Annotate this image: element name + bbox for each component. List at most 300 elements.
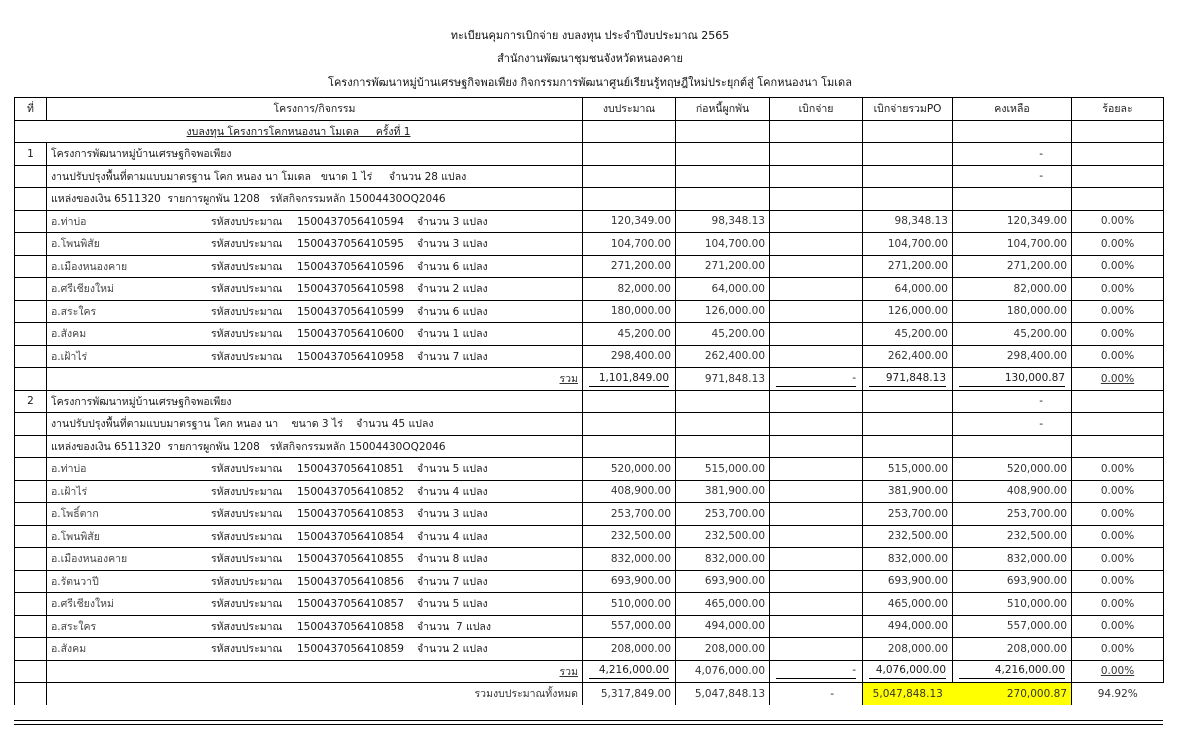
budget-value: 232,500.00 bbox=[583, 525, 676, 548]
budget-value: 557,000.00 bbox=[583, 615, 676, 638]
budget-code-label: รหัสงบประมาณ bbox=[211, 575, 283, 588]
subtotal-disbursed-text: - bbox=[776, 663, 856, 679]
remaining-value: 298,400.00 bbox=[953, 345, 1072, 368]
empty-cell bbox=[583, 435, 676, 458]
subtotal-label bbox=[47, 660, 583, 683]
document-title: ทะเบียนคุมการเบิกจ่าย งบลงทุน ประจำปีงบประมาณ 2565 bbox=[450, 29, 730, 42]
empty-cell bbox=[15, 615, 47, 638]
district-cell bbox=[47, 593, 583, 616]
empty-cell bbox=[583, 390, 676, 413]
budget-code: 1500437056410854 bbox=[297, 530, 404, 543]
col-header-commitment: ก่อหนี้ผูกพัน bbox=[676, 98, 770, 121]
district-cell bbox=[47, 300, 583, 323]
commitment-value: 494,000.00 bbox=[676, 615, 770, 638]
district-cell bbox=[47, 278, 583, 301]
budget-value: 45,200.00 bbox=[583, 323, 676, 346]
plot-count: จำนวน 8 แปลง bbox=[417, 553, 488, 566]
district-name: อ.ศรีเชียงใหม่ bbox=[51, 598, 114, 611]
disbursed-po-value: 693,900.00 bbox=[863, 570, 953, 593]
group-title: โครงการพัฒนาหมู่บ้านเศรษฐกิจพอเพียง bbox=[47, 143, 583, 166]
remaining-value: 520,000.00 bbox=[953, 458, 1072, 481]
remaining-value: 180,000.00 bbox=[953, 300, 1072, 323]
remaining-value: 557,000.00 bbox=[953, 615, 1072, 638]
percent-value: 0.00% bbox=[1072, 300, 1164, 323]
commitment-value: 381,900.00 bbox=[676, 480, 770, 503]
table-row bbox=[15, 233, 1164, 256]
district-cell bbox=[47, 525, 583, 548]
empty-cell bbox=[15, 278, 47, 301]
commitment-value: 515,000.00 bbox=[676, 458, 770, 481]
disbursed-value bbox=[770, 638, 863, 661]
empty-cell bbox=[15, 593, 47, 616]
plot-count: จำนวน 1 แปลง bbox=[417, 328, 488, 341]
disbursed-value bbox=[770, 615, 863, 638]
district-cell bbox=[47, 210, 583, 233]
disbursed-po-value: 832,000.00 bbox=[863, 548, 953, 571]
district-name: อ.เมืองหนองคาย bbox=[51, 553, 128, 566]
plot-count: จำนวน 7 แปลง bbox=[417, 350, 488, 363]
percent-value: 0.00% bbox=[1072, 233, 1164, 256]
budget-value: 104,700.00 bbox=[583, 233, 676, 256]
budget-code-label: รหัสงบประมาณ bbox=[211, 508, 283, 521]
table-row bbox=[15, 615, 1164, 638]
subtotal-disbursed bbox=[770, 660, 863, 683]
empty-cell bbox=[15, 548, 47, 571]
remaining-value: 82,000.00 bbox=[953, 278, 1072, 301]
percent-value: 0.00% bbox=[1072, 638, 1164, 661]
budget-code: 1500437056410594 bbox=[297, 215, 404, 228]
plot-count: จำนวน 5 แปลง bbox=[417, 598, 488, 611]
district-name: อ.โพนพิสัย bbox=[51, 530, 100, 543]
percent-value: 0.00% bbox=[1072, 615, 1164, 638]
district-cell bbox=[47, 570, 583, 593]
commitment-value: 45,200.00 bbox=[676, 323, 770, 346]
empty-cell bbox=[863, 165, 953, 188]
commitment-value: 832,000.00 bbox=[676, 548, 770, 571]
disbursed-po-value: 465,000.00 bbox=[863, 593, 953, 616]
subtotal-commitment: 971,848.13 bbox=[676, 368, 770, 391]
disbursed-value bbox=[770, 548, 863, 571]
grand-total-commitment: 5,047,848.13 bbox=[676, 683, 770, 705]
percent-value: 0.00% bbox=[1072, 570, 1164, 593]
budget-code-label: รหัสงบประมาณ bbox=[211, 643, 283, 656]
group-number: 1 bbox=[15, 143, 47, 166]
disbursed-po-value: 271,200.00 bbox=[863, 255, 953, 278]
col-header-disbursed-po: เบิกจ่ายรวมPO bbox=[863, 98, 953, 121]
project-name: โครงการพัฒนาหมู่บ้านเศรษฐกิจพอเพียง กิจกรรมการพัฒนาศูนย์เรียนรู้ทฤษฎีใหม่ประยุกต์สู่ โคกหนองนา โมเดล bbox=[328, 76, 852, 89]
subtotal-budget-text: 1,101,849.00 bbox=[589, 371, 669, 387]
budget-value: 120,349.00 bbox=[583, 210, 676, 233]
budget-code-label: รหัสงบประมาณ bbox=[211, 283, 283, 296]
subtotal-remaining bbox=[953, 368, 1072, 391]
subtotal-percent bbox=[1072, 660, 1164, 683]
disbursed-po-value: 208,000.00 bbox=[863, 638, 953, 661]
empty-cell bbox=[770, 435, 863, 458]
empty-cell bbox=[676, 188, 770, 211]
plot-count: จำนวน 6 แปลง bbox=[417, 305, 488, 318]
budget-value: 271,200.00 bbox=[583, 255, 676, 278]
empty-cell bbox=[583, 143, 676, 166]
plot-count: จำนวน 2 แปลง bbox=[417, 283, 488, 296]
empty-cell bbox=[15, 660, 47, 683]
district-name: อ.สังคม bbox=[51, 643, 87, 656]
subtotal-label bbox=[47, 368, 583, 391]
subtotal-percent-text: 0.00% bbox=[1100, 372, 1135, 385]
empty-cell bbox=[15, 480, 47, 503]
plot-count: จำนวน 3 แปลง bbox=[417, 238, 488, 251]
budget-value: 180,000.00 bbox=[583, 300, 676, 323]
percent-value: 0.00% bbox=[1072, 278, 1164, 301]
grand-total-disbursed: - bbox=[770, 683, 863, 705]
remaining-value: 120,349.00 bbox=[953, 210, 1072, 233]
empty-cell bbox=[15, 233, 47, 256]
empty-cell bbox=[15, 300, 47, 323]
commitment-value: 98,348.13 bbox=[676, 210, 770, 233]
empty-cell bbox=[15, 413, 47, 436]
work-description-row bbox=[15, 413, 1164, 436]
empty-cell bbox=[676, 413, 770, 436]
district-name: อ.รัตนวาปี bbox=[51, 575, 99, 588]
remaining-value: 832,000.00 bbox=[953, 548, 1072, 571]
funding-source-row bbox=[15, 435, 1164, 458]
empty-cell bbox=[1072, 188, 1164, 211]
empty-cell bbox=[953, 188, 1072, 211]
group-title: โครงการพัฒนาหมู่บ้านเศรษฐกิจพอเพียง bbox=[47, 390, 583, 413]
disbursement-register-table bbox=[14, 97, 1164, 705]
table-row bbox=[15, 323, 1164, 346]
budget-code: 1500437056410852 bbox=[297, 485, 404, 498]
district-cell bbox=[47, 345, 583, 368]
plot-count: จำนวน 5 แปลง bbox=[417, 463, 488, 476]
plot-count: จำนวน 2 แปลง bbox=[417, 643, 488, 656]
percent-value: 0.00% bbox=[1072, 345, 1164, 368]
district-cell bbox=[47, 255, 583, 278]
empty-cell bbox=[15, 683, 47, 705]
empty-cell bbox=[15, 165, 47, 188]
remaining-value: 408,900.00 bbox=[953, 480, 1072, 503]
commitment-value: 465,000.00 bbox=[676, 593, 770, 616]
district-name: อ.ศรีเชียงใหม่ bbox=[51, 283, 114, 296]
empty-cell bbox=[15, 188, 47, 211]
work-description: งานปรับปรุงพื้นที่ตามแบบมาตรฐาน โคก หนอง นา โมเดล ขนาด 1 ไร่ จำนวน 28 แปลง bbox=[47, 165, 583, 188]
empty-cell bbox=[15, 255, 47, 278]
work-description: งานปรับปรุงพื้นที่ตามแบบมาตรฐาน โคก หนอง นา ขนาด 3 ไร่ จำนวน 45 แปลง bbox=[47, 413, 583, 436]
district-cell bbox=[47, 458, 583, 481]
disbursed-value bbox=[770, 570, 863, 593]
budget-code: 1500437056410958 bbox=[297, 350, 404, 363]
table-row bbox=[15, 210, 1164, 233]
percent-value: 0.00% bbox=[1072, 255, 1164, 278]
table-row bbox=[15, 548, 1164, 571]
funding-source: แหล่งของเงิน 6511320 รายการผูกพัน 1208 รหัสกิจกรรมหลัก 15004430OQ2046 bbox=[47, 435, 583, 458]
grand-total-remaining: 270,000.87 bbox=[953, 683, 1072, 705]
district-name: อ.สระใคร bbox=[51, 305, 97, 318]
subtotal-budget-text: 4,216,000.00 bbox=[589, 663, 669, 679]
district-cell bbox=[47, 233, 583, 256]
empty-cell bbox=[15, 570, 47, 593]
empty-cell bbox=[15, 435, 47, 458]
district-cell bbox=[47, 323, 583, 346]
disbursed-value bbox=[770, 458, 863, 481]
table-row bbox=[15, 255, 1164, 278]
empty-cell bbox=[1072, 165, 1164, 188]
subtotal-row bbox=[15, 660, 1164, 683]
budget-code-label: รหัสงบประมาณ bbox=[211, 328, 283, 341]
district-name: อ.เมืองหนองคาย bbox=[51, 260, 128, 273]
commitment-value: 126,000.00 bbox=[676, 300, 770, 323]
funding-source: แหล่งของเงิน 6511320 รายการผูกพัน 1208 รหัสกิจกรรมหลัก 15004430OQ2046 bbox=[47, 188, 583, 211]
subtotal-budget bbox=[583, 660, 676, 683]
empty-cell bbox=[676, 143, 770, 166]
grand-total-disbursed-po: 5,047,848.13 bbox=[863, 683, 953, 705]
disbursed-value bbox=[770, 480, 863, 503]
work-description-row bbox=[15, 165, 1164, 188]
subtotal-remaining-text: 130,000.87 bbox=[959, 371, 1065, 387]
budget-code-label: รหัสงบประมาณ bbox=[211, 305, 283, 318]
budget-value: 510,000.00 bbox=[583, 593, 676, 616]
table-row bbox=[15, 638, 1164, 661]
subtotal-percent bbox=[1072, 368, 1164, 391]
budget-value: 408,900.00 bbox=[583, 480, 676, 503]
commitment-value: 271,200.00 bbox=[676, 255, 770, 278]
budget-code: 1500437056410856 bbox=[297, 575, 404, 588]
subtotal-row bbox=[15, 368, 1164, 391]
empty-cell bbox=[676, 435, 770, 458]
budget-code: 1500437056410595 bbox=[297, 238, 404, 251]
table-row bbox=[15, 345, 1164, 368]
disbursed-po-value: 262,400.00 bbox=[863, 345, 953, 368]
empty-cell bbox=[15, 210, 47, 233]
office-name: สำนักงานพัฒนาชุมชนจังหวัดหนองคาย bbox=[497, 52, 683, 65]
subtotal-budget bbox=[583, 368, 676, 391]
table-row bbox=[15, 480, 1164, 503]
empty-cell bbox=[676, 390, 770, 413]
budget-code-label: รหัสงบประมาณ bbox=[211, 215, 283, 228]
budget-code-label: รหัสงบประมาณ bbox=[211, 530, 283, 543]
budget-code: 1500437056410596 bbox=[297, 260, 404, 273]
empty-cell bbox=[770, 188, 863, 211]
table-row bbox=[15, 593, 1164, 616]
grand-total-percent: 94.92% bbox=[1072, 683, 1164, 705]
disbursed-value bbox=[770, 255, 863, 278]
disbursed-po-value: 98,348.13 bbox=[863, 210, 953, 233]
empty-cell bbox=[15, 323, 47, 346]
plot-count: จำนวน 3 แปลง bbox=[417, 508, 488, 521]
col-header-no: ที่ bbox=[15, 98, 47, 121]
district-name: อ.โพนพิสัย bbox=[51, 238, 100, 251]
budget-code: 1500437056410857 bbox=[297, 598, 404, 611]
disbursed-po-value: 515,000.00 bbox=[863, 458, 953, 481]
disbursed-po-value: 381,900.00 bbox=[863, 480, 953, 503]
percent-value: 0.00% bbox=[1072, 323, 1164, 346]
table-row bbox=[15, 458, 1164, 481]
empty-cell bbox=[1072, 143, 1164, 166]
empty-cell bbox=[770, 143, 863, 166]
budget-value: 82,000.00 bbox=[583, 278, 676, 301]
remaining-value: 253,700.00 bbox=[953, 503, 1072, 526]
remaining-value: 693,900.00 bbox=[953, 570, 1072, 593]
subtotal-disbursed-po bbox=[863, 660, 953, 683]
grand-total-row bbox=[15, 683, 1164, 705]
col-header-budget: งบประมาณ bbox=[583, 98, 676, 121]
empty-cell bbox=[583, 188, 676, 211]
empty-cell bbox=[1072, 413, 1164, 436]
subtotal-disbursed bbox=[770, 368, 863, 391]
funding-source-row bbox=[15, 188, 1164, 211]
col-header-project: โครงการ/กิจกรรม bbox=[47, 98, 583, 121]
empty-cell bbox=[15, 525, 47, 548]
disbursed-value bbox=[770, 345, 863, 368]
plot-count: จำนวน 6 แปลง bbox=[417, 260, 488, 273]
budget-code: 1500437056410858 bbox=[297, 620, 404, 633]
group-number: 2 bbox=[15, 390, 47, 413]
table-header-row bbox=[15, 98, 1164, 121]
budget-code-label: รหัสงบประมาณ bbox=[211, 620, 283, 633]
empty-cell bbox=[953, 435, 1072, 458]
subtotal-percent-text: 0.00% bbox=[1100, 665, 1135, 678]
empty-cell bbox=[1072, 390, 1164, 413]
budget-code-label: รหัสงบประมาณ bbox=[211, 553, 283, 566]
col-header-percent: ร้อยละ bbox=[1072, 98, 1164, 121]
district-name: อ.สระใคร bbox=[51, 620, 97, 633]
table-row bbox=[15, 570, 1164, 593]
district-cell bbox=[47, 503, 583, 526]
disbursed-po-value: 126,000.00 bbox=[863, 300, 953, 323]
commitment-value: 232,500.00 bbox=[676, 525, 770, 548]
percent-value: 0.00% bbox=[1072, 548, 1164, 571]
table-bottom-double-border bbox=[14, 720, 1163, 725]
empty-cell bbox=[863, 188, 953, 211]
district-name: อ.ท่าบ่อ bbox=[51, 215, 87, 228]
col-header-remaining: คงเหลือ bbox=[953, 98, 1072, 121]
percent-value: 0.00% bbox=[1072, 458, 1164, 481]
district-name: อ.โพธิ์ตาก bbox=[51, 508, 99, 521]
budget-code: 1500437056410598 bbox=[297, 283, 404, 296]
percent-value: 0.00% bbox=[1072, 503, 1164, 526]
table-row bbox=[15, 525, 1164, 548]
budget-code-label: รหัสงบประมาณ bbox=[211, 463, 283, 476]
empty-cell bbox=[15, 458, 47, 481]
grand-total-label: รวมงบประมาณทั้งหมด bbox=[47, 683, 583, 705]
remaining-value: 208,000.00 bbox=[953, 638, 1072, 661]
empty-cell bbox=[863, 435, 953, 458]
empty-cell bbox=[770, 165, 863, 188]
commitment-value: 262,400.00 bbox=[676, 345, 770, 368]
budget-code-label: รหัสงบประมาณ bbox=[211, 598, 283, 611]
empty-cell bbox=[1072, 435, 1164, 458]
budget-code: 1500437056410851 bbox=[297, 463, 404, 476]
empty-cell bbox=[863, 413, 953, 436]
empty-cell bbox=[863, 390, 953, 413]
percent-value: 0.00% bbox=[1072, 480, 1164, 503]
subtotal-disbursed-text: - bbox=[776, 371, 856, 387]
disbursed-po-value: 104,700.00 bbox=[863, 233, 953, 256]
empty-cell bbox=[583, 413, 676, 436]
plot-count: จำนวน 7 แปลง bbox=[417, 620, 491, 633]
subtotal-remaining-text: 4,216,000.00 bbox=[959, 663, 1065, 679]
plot-count: จำนวน 7 แปลง bbox=[417, 575, 488, 588]
disbursed-po-value: 253,700.00 bbox=[863, 503, 953, 526]
empty-cell bbox=[583, 165, 676, 188]
disbursed-value bbox=[770, 210, 863, 233]
work-remaining: - bbox=[953, 165, 1072, 188]
district-name: อ.ท่าบ่อ bbox=[51, 463, 87, 476]
budget-code-label: รหัสงบประมาณ bbox=[211, 485, 283, 498]
plot-count: จำนวน 4 แปลง bbox=[417, 530, 488, 543]
district-name: อ.เฝ้าไร่ bbox=[51, 485, 88, 498]
empty-cell bbox=[770, 413, 863, 436]
budget-value: 253,700.00 bbox=[583, 503, 676, 526]
subtotal-disbursed-po-text: 971,848.13 bbox=[869, 371, 946, 387]
empty-cell bbox=[15, 638, 47, 661]
budget-value: 208,000.00 bbox=[583, 638, 676, 661]
district-cell bbox=[47, 548, 583, 571]
district-name: อ.สังคม bbox=[51, 328, 87, 341]
section-heading-row bbox=[15, 120, 1164, 143]
disbursed-value bbox=[770, 525, 863, 548]
remaining-value: 510,000.00 bbox=[953, 593, 1072, 616]
group-remaining: - bbox=[953, 143, 1072, 166]
budget-code: 1500437056410855 bbox=[297, 553, 404, 566]
commitment-value: 64,000.00 bbox=[676, 278, 770, 301]
subtotal-label-text: รวม bbox=[559, 373, 578, 386]
budget-value: 832,000.00 bbox=[583, 548, 676, 571]
subtotal-remaining bbox=[953, 660, 1072, 683]
remaining-value: 232,500.00 bbox=[953, 525, 1072, 548]
table-row bbox=[15, 503, 1164, 526]
percent-value: 0.00% bbox=[1072, 210, 1164, 233]
disbursed-value bbox=[770, 503, 863, 526]
budget-code-label: รหัสงบประมาณ bbox=[211, 260, 283, 273]
group-remaining: - bbox=[953, 390, 1072, 413]
budget-code: 1500437056410600 bbox=[297, 328, 404, 341]
percent-value: 0.00% bbox=[1072, 525, 1164, 548]
budget-code-label: รหัสงบประมาณ bbox=[211, 238, 283, 251]
plot-count: จำนวน 4 แปลง bbox=[417, 485, 488, 498]
disbursed-po-value: 45,200.00 bbox=[863, 323, 953, 346]
project-group-row bbox=[15, 390, 1164, 413]
disbursed-po-value: 232,500.00 bbox=[863, 525, 953, 548]
empty-cell bbox=[770, 390, 863, 413]
subtotal-label-text: รวม bbox=[559, 665, 578, 678]
table-row bbox=[15, 278, 1164, 301]
commitment-value: 104,700.00 bbox=[676, 233, 770, 256]
district-cell bbox=[47, 638, 583, 661]
subtotal-disbursed-po bbox=[863, 368, 953, 391]
empty-cell bbox=[863, 143, 953, 166]
empty-cell bbox=[15, 368, 47, 391]
disbursed-value bbox=[770, 300, 863, 323]
disbursed-value bbox=[770, 233, 863, 256]
disbursed-po-value: 64,000.00 bbox=[863, 278, 953, 301]
budget-value: 520,000.00 bbox=[583, 458, 676, 481]
remaining-value: 104,700.00 bbox=[953, 233, 1072, 256]
budget-code-label: รหัสงบประมาณ bbox=[211, 350, 283, 363]
plot-count: จำนวน 3 แปลง bbox=[417, 215, 488, 228]
budget-value: 693,900.00 bbox=[583, 570, 676, 593]
col-header-disbursed: เบิกจ่าย bbox=[770, 98, 863, 121]
district-cell bbox=[47, 615, 583, 638]
empty-cell bbox=[676, 165, 770, 188]
disbursed-value bbox=[770, 278, 863, 301]
empty-cell bbox=[15, 345, 47, 368]
work-remaining: - bbox=[953, 413, 1072, 436]
disbursed-po-value: 494,000.00 bbox=[863, 615, 953, 638]
district-name: อ.เฝ้าไร่ bbox=[51, 350, 88, 363]
budget-code: 1500437056410853 bbox=[297, 508, 404, 521]
remaining-value: 271,200.00 bbox=[953, 255, 1072, 278]
table-row bbox=[15, 300, 1164, 323]
